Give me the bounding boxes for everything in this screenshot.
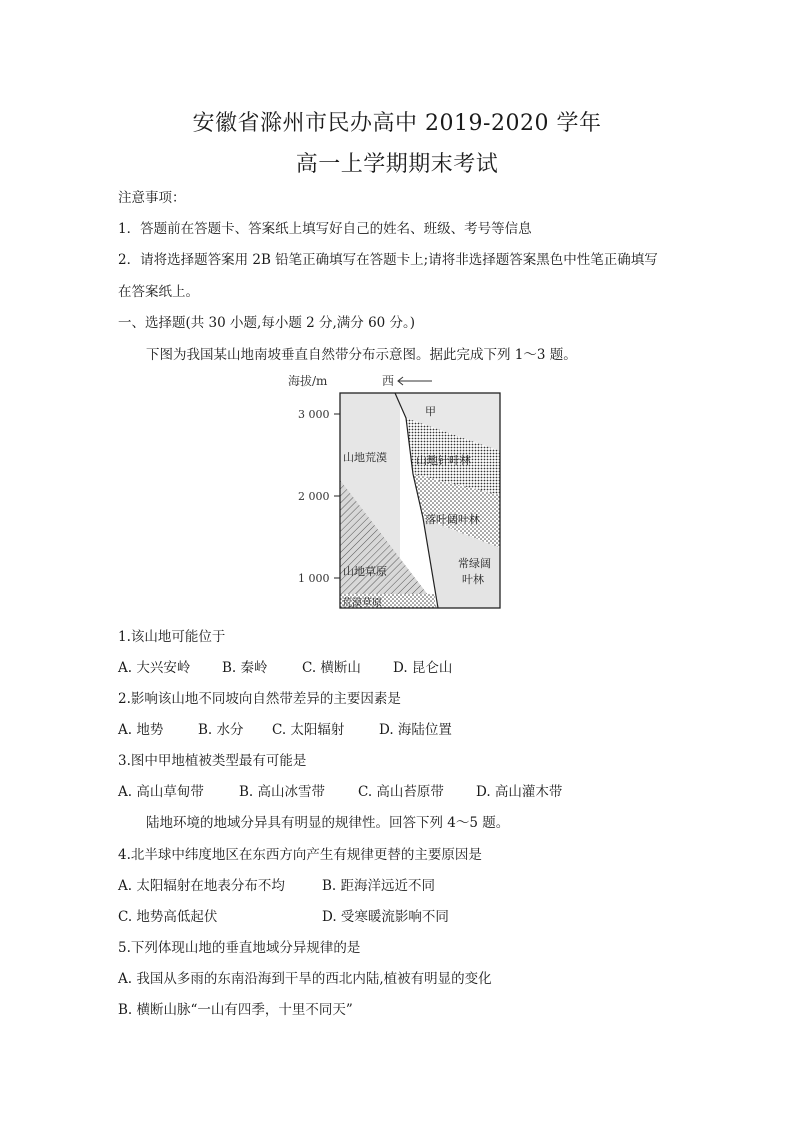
- notes-heading: 注意事项：: [118, 190, 186, 206]
- q2-option-a: A. 地势: [118, 722, 164, 738]
- q4-option-d: D. 受寒暖流影响不同: [322, 909, 449, 925]
- question-1-stem: 1.该山地可能位于: [118, 629, 226, 645]
- q1-option-d: D. 昆仑山: [393, 660, 453, 676]
- q5-option-a: A. 我国从多雨的东南沿海到干旱的西北内陆,植被有明显的变化: [118, 971, 492, 987]
- label-grassland: 山地草原: [343, 565, 387, 578]
- q1-option-c: C. 横断山: [302, 660, 361, 676]
- q2-option-d: D. 海陆位置: [379, 722, 452, 738]
- q3-option-c: C. 高山苔原带: [358, 784, 444, 800]
- q2-option-b: B. 水分: [198, 722, 244, 738]
- figure-intro: 下图为我国某山地南坡垂直自然带分布示意图。据此完成下列 1～3 题。: [146, 347, 577, 363]
- label-deciduous: 落叶阔叶林: [425, 513, 480, 526]
- q3-option-b: B. 高山冰雪带: [239, 784, 326, 800]
- q1-option-b: B. 秦岭: [222, 660, 268, 676]
- label-evergreen-1: 常绿阔: [458, 557, 491, 570]
- q3-option-d: D. 高山灌木带: [476, 784, 563, 800]
- label-jia: 甲: [425, 405, 436, 418]
- y-axis-label: 海拔/m: [288, 374, 328, 388]
- tick-3000: 3 000: [298, 408, 330, 421]
- note-item-2: 2．请将选择题答案用 2B 铅笔正确填写在答题卡上;请将非选择题答案黑色中性笔正确填写: [118, 252, 658, 268]
- note-item-2-cont: 在答案纸上。: [118, 284, 199, 300]
- label-desert-grass: 荒漠草原: [342, 598, 382, 609]
- q4-option-b: B. 距海洋远近不同: [322, 878, 436, 894]
- q1-option-a: A. 大兴安岭: [118, 660, 191, 676]
- question-5-stem: 5.下列体现山地的垂直地域分异规律的是: [118, 940, 361, 956]
- label-desert: 山地荒漠: [343, 451, 387, 464]
- section-intro-4-5: 陆地环境的地域分异具有明显的规律性。回答下列 4～5 题。: [146, 815, 510, 831]
- q4-option-c: C. 地势高低起伏: [118, 909, 218, 925]
- section-heading: 一、选择题(共 30 小题,每小题 2 分,满分 60 分。): [118, 315, 416, 331]
- q4-option-a: A. 太阳辐射在地表分布不均: [118, 878, 285, 894]
- label-conifer: 山地针叶林: [416, 454, 471, 467]
- direction-label: 西: [382, 374, 395, 388]
- title-line-2: 高一上学期期末考试: [295, 152, 499, 177]
- tick-1000: 1 000: [298, 572, 330, 585]
- q3-option-a: A. 高山草甸带: [118, 784, 204, 800]
- question-4-stem: 4.北半球中纬度地区在东西方向产生有规律更替的主要原因是: [118, 847, 482, 863]
- label-evergreen-2: 叶林: [462, 573, 484, 586]
- question-2-stem: 2.影响该山地不同坡向自然带差异的主要因素是: [118, 691, 401, 707]
- q2-option-c: C. 太阳辐射: [272, 722, 345, 738]
- q5-option-b: B. 横断山脉“一山有四季，十里不同天”: [118, 1002, 353, 1018]
- tick-2000: 2 000: [298, 490, 330, 503]
- note-item-1: 1．答题前在答题卡、答案纸上填写好自己的姓名、班级、考号等信息: [118, 221, 532, 237]
- title-line-1: 安徽省滁州市民办高中 2019-2020 学年: [192, 111, 602, 136]
- question-3-stem: 3.图中甲地植被类型最有可能是: [118, 753, 307, 769]
- vertical-zone-diagram: [270, 368, 520, 618]
